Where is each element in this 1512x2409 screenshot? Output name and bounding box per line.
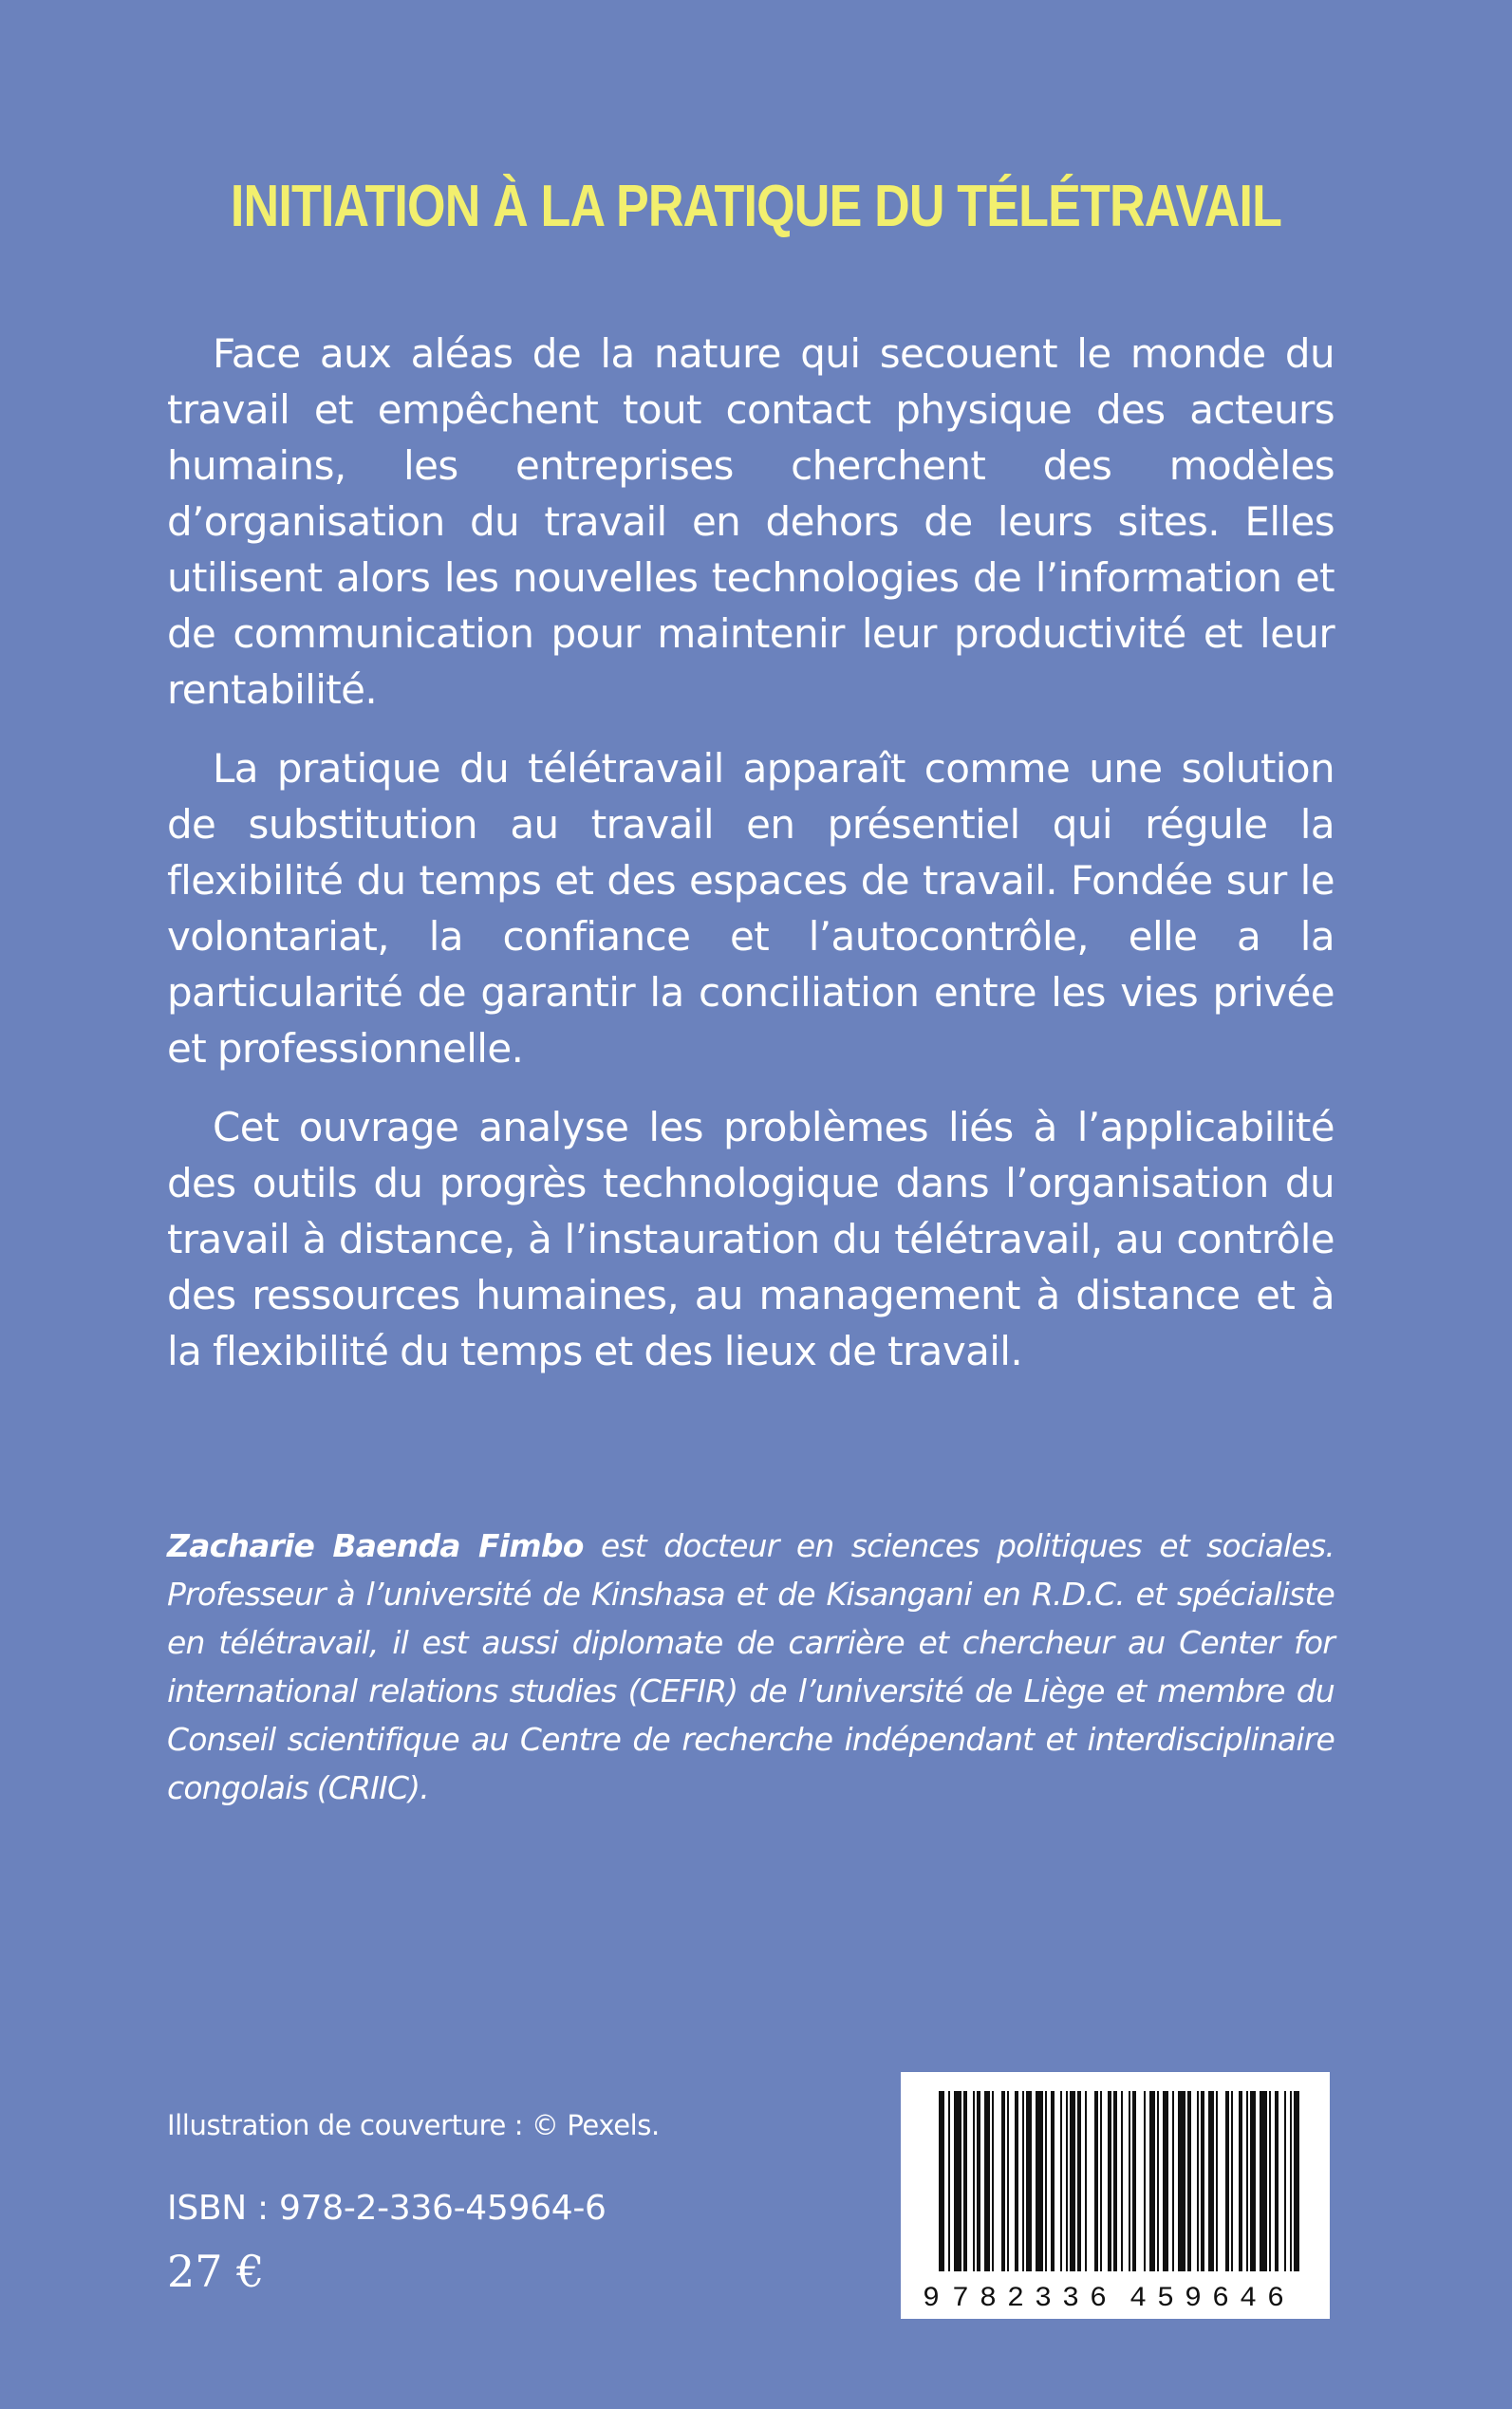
barcode-bar <box>1284 2091 1286 2271</box>
barcode-bar <box>977 2091 980 2271</box>
barcode-bar <box>1197 2091 1199 2271</box>
barcode-bar <box>939 2091 944 2271</box>
barcode-bar <box>1066 2091 1068 2271</box>
barcode-digit: 6 <box>1266 2283 1285 2315</box>
barcode-bar <box>1045 2091 1047 2271</box>
barcode-bar <box>1250 2091 1256 2271</box>
barcode-digit: 6 <box>1211 2283 1230 2315</box>
barcode-bar <box>984 2091 990 2271</box>
summary-paragraph: Face aux aléas de la nature qui secouent le monde du travail et empêchent tout contact physique des acteurs humains, les entreprises cherchent des modèles d’organisation du travail en dehors de leurs sites. Elles utilisent alors les nouvelles technologies de l’information et de communication pour maintenir leur productivité et leur rentabilité. <box>167 330 1335 713</box>
isbn: ISBN : 978-2-336-45964-6 <box>167 2189 607 2228</box>
barcode-bar <box>1113 2091 1117 2271</box>
barcode-bar <box>992 2091 994 2271</box>
barcode-bar <box>1208 2091 1214 2271</box>
barcode-bar <box>1060 2091 1062 2271</box>
barcode-bar <box>1187 2091 1191 2271</box>
book-title: INITIATION À LA PRATIQUE DU TÉLÉTRAVAIL <box>230 173 1282 239</box>
barcode-bar <box>1269 2091 1271 2271</box>
barcode-bar <box>1108 2091 1111 2271</box>
barcode-digit: 4 <box>1129 2283 1148 2315</box>
barcode-bar <box>1121 2091 1123 2271</box>
author-bio <box>167 1522 1335 1812</box>
barcode-bar <box>1225 2091 1229 2271</box>
barcode-bar <box>1144 2091 1146 2271</box>
barcode-bar <box>1216 2091 1218 2271</box>
barcode-digit: 5 <box>1156 2283 1175 2315</box>
summary-paragraph: Cet ouvrage analyse les problèmes liés à l’applicabilité des outils du progrès technologique dans l’organisation du travail à distance, à l’instauration du télétravail, au contrôle des ressources humaines, au management à distance et à la flexibilité du temps et des lieux de travail. <box>167 1104 1335 1374</box>
author-name: Zacharie Baenda Fimbo <box>167 1527 584 1564</box>
author-bio-text: est docteur en sciences politiques et sociales. Professeur à l’université de Kinshasa et de Kisangani en R.D.C. et spécialiste en télétravail, il est aussi diplomate de carrière et chercheur au Center for international relations studies (CEFIR) de l’université de Liège et membre du Conseil scientifique au Centre de recherche indépendant et interdisciplinaire congolais (CRIIC). <box>167 1527 1335 1806</box>
barcode-bar <box>948 2091 950 2271</box>
cover-illustration-credit: Illustration de couverture : © Pexels. <box>167 2109 660 2141</box>
barcode-bar <box>973 2091 975 2271</box>
barcode-bar <box>1246 2091 1248 2271</box>
barcode-bar <box>1132 2091 1136 2271</box>
barcode-bar <box>1085 2091 1087 2271</box>
barcode-bar <box>1007 2091 1009 2271</box>
barcode-bar <box>1178 2091 1185 2271</box>
barcode-bar <box>1094 2091 1098 2271</box>
barcode-bar <box>1129 2091 1130 2271</box>
barcode-digit: 6 <box>1089 2283 1108 2315</box>
barcode-digit: 9 <box>1184 2283 1203 2315</box>
barcode-bars <box>939 2091 1299 2271</box>
barcode-digit: 8 <box>979 2283 998 2315</box>
barcode-bar <box>963 2091 967 2271</box>
barcode-bar <box>1275 2091 1279 2271</box>
back-cover-summary <box>167 326 1335 1402</box>
barcode-bar <box>1290 2091 1292 2271</box>
barcode-bar <box>1163 2091 1168 2271</box>
barcode-bar <box>1001 2091 1005 2271</box>
barcode-bar <box>1172 2091 1174 2271</box>
summary-paragraph: La pratique du télétravail apparaît comme une solution de substitution au travail en présentiel qui régule la flexibilité du temps et des espaces de travail. Fondée sur le volontariat, la confiance et l’autocontrôle, elle a la particularité de garantir la conciliation entre les vies privée et professionnelle. <box>167 745 1335 1072</box>
barcode-bar <box>1015 2091 1018 2271</box>
barcode-bar <box>1201 2091 1204 2271</box>
barcode-bar <box>954 2091 961 2271</box>
barcode-bar <box>1231 2091 1233 2271</box>
barcode-graphic <box>901 2072 1330 2319</box>
barcode-bar <box>1157 2091 1159 2271</box>
barcode-bar <box>1260 2091 1267 2271</box>
barcode-bar <box>1239 2091 1242 2271</box>
barcode-bar <box>1036 2091 1043 2271</box>
barcode-bar <box>1026 2091 1032 2271</box>
barcode-bar <box>1051 2091 1055 2271</box>
barcode <box>901 2072 1330 2319</box>
barcode-bar <box>1077 2091 1081 2271</box>
barcode-digit: 2 <box>1006 2283 1025 2315</box>
barcode-bar <box>1100 2091 1102 2271</box>
barcode-bar <box>1149 2091 1155 2271</box>
barcode-digit: 9 <box>922 2283 941 2315</box>
barcode-bar <box>1294 2091 1299 2271</box>
price: 27 € <box>167 2246 265 2297</box>
barcode-digit: 3 <box>1061 2283 1080 2315</box>
barcode-digit: 3 <box>1034 2283 1053 2315</box>
barcode-bar <box>1022 2091 1024 2271</box>
barcode-digit: 7 <box>951 2283 970 2315</box>
barcode-digit: 4 <box>1239 2283 1258 2315</box>
barcode-bar <box>1070 2091 1075 2271</box>
